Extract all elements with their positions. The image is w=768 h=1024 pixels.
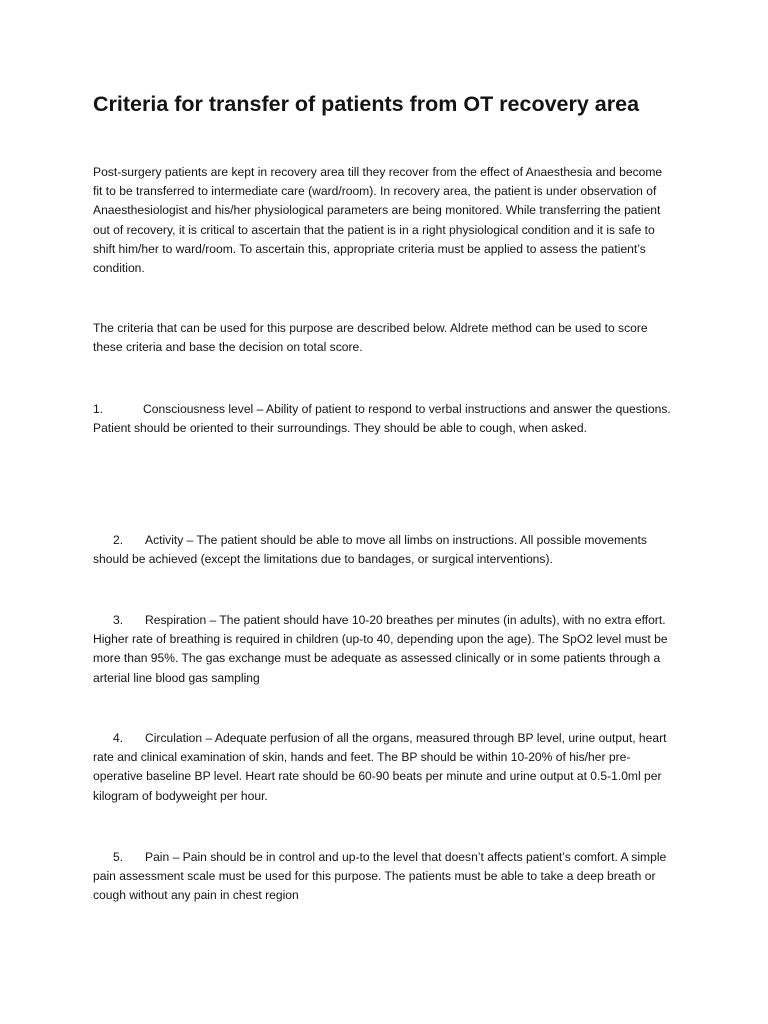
criterion-text: Pain – Pain should be in control and up-to the level that doesn’t affects patient’s comfort. A simple pain assessment scale must be used for this purpose. The patients must be able to take a deep breath or cough without any pain in chest region [93,850,667,903]
intro-paragraph: Post-surgery patients are kept in recovery area till they recover from the effect of Anaesthesia and become fit to be transferred to intermediate care (ward/room). In recovery area, the patient is under observation of Anaesthesiologist and his/her physiological parameters are being monitored. While transferring the patient out of recovery, it is critical to ascertain that the patient is in a right physiological condition and it is safe to shift him/her to ward/room. To ascertain this, appropriate criteria must be applied to assess the patient’s condition. [93,165,663,276]
criterion-number: 5. [113,850,124,864]
criteria-intro-paragraph: The criteria that can be used for this purpose are described below. Aldrete method can be used to score these criteria and base the decision on total score. [93,321,648,355]
criterion-item-circulation [93,729,673,806]
document-title: Criteria for transfer of patients from OT recovery area [93,92,640,116]
criterion-item-respiration [93,611,673,688]
criterion-number: 3. [113,613,124,627]
criterion-item-consciousness [93,400,673,438]
criterion-text: Activity – The patient should be able to move all limbs on instructions. All possible movements should be achieved (except the limitations due to bandages, or surgical interventions). [93,533,647,567]
criterion-text: Circulation – Adequate perfusion of all the organs, measured through BP level, urine output, heart rate and clinical examination of skin, hands and feet. The BP should be within 10-20% of his/her pre-operative baseline BP level. Heart rate should be 60-90 beats per minute and urine output at 0.5-1.0ml per kilogram of bodyweight per hour. [93,731,667,803]
criterion-text: Respiration – The patient should have 10-20 breathes per minutes (in adults), with no extra effort. Higher rate of breathing is required in children (up-to 40, depending upon the age). The SpO2 level must be more than 95%. The gas exchange must be adequate as assessed clinically or in some patients through a arterial line blood gas sampling [93,613,668,685]
criterion-number: 4. [113,731,124,745]
criterion-number: 2. [113,533,124,547]
criterion-number: 1. [93,402,104,416]
criterion-item-activity [93,531,673,569]
criterion-item-pain [93,848,673,906]
criterion-text: Consciousness level – Ability of patient to respond to verbal instructions and answer the questions. Patient should be oriented to their surroundings. They should be able to cough, when asked. [93,402,671,436]
